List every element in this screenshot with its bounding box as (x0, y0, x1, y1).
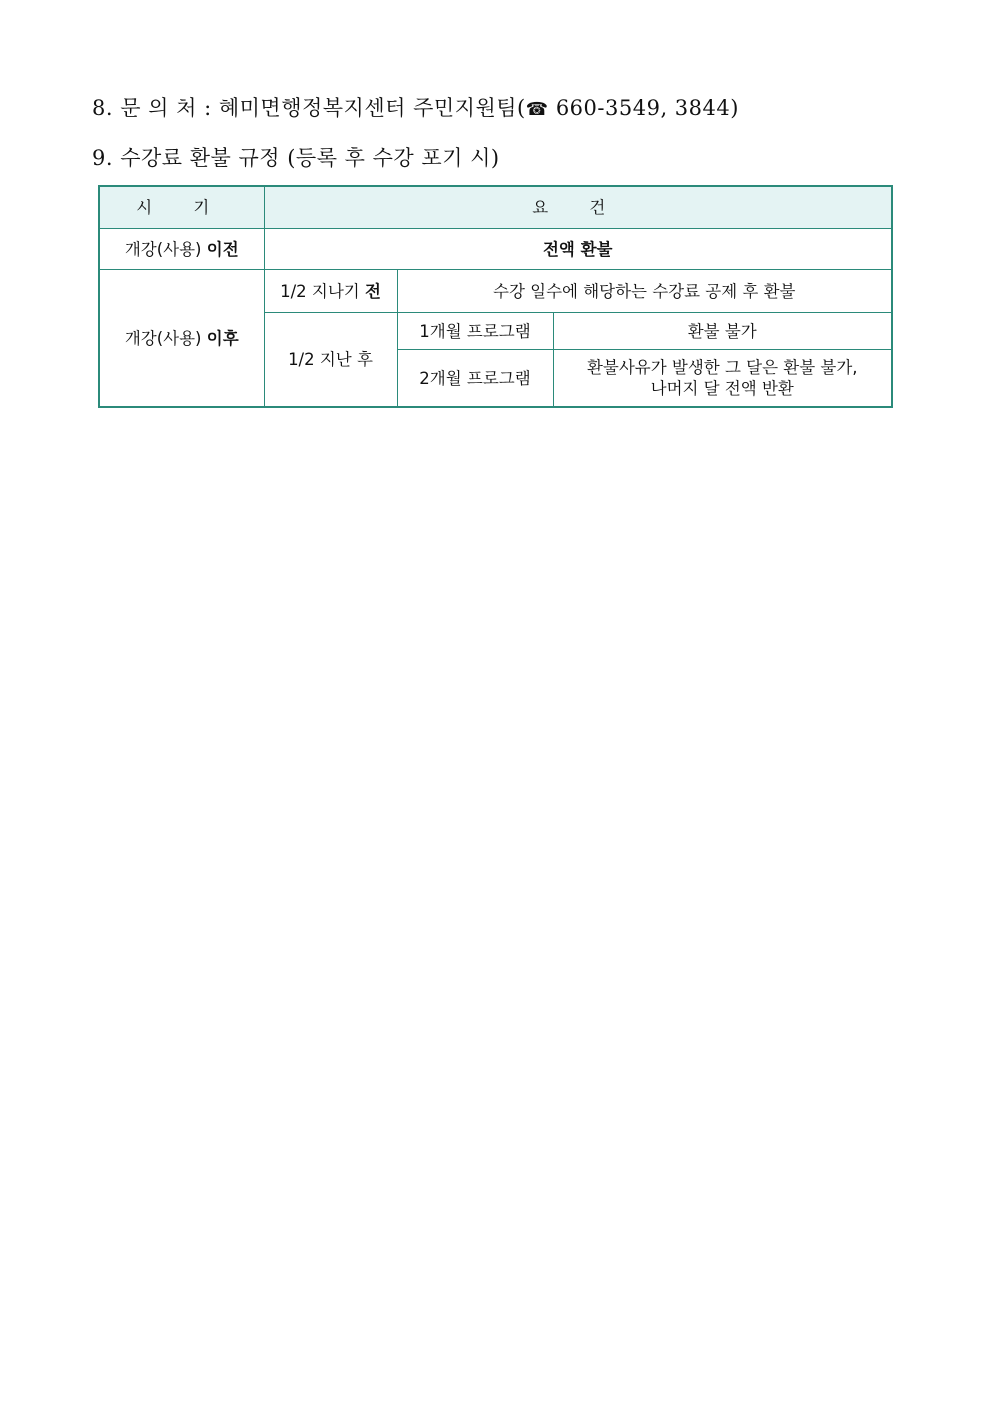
program-2month-label: 2개월 프로그램 (397, 350, 553, 408)
half-before-value: 수강 일수에 해당하는 수강료 공제 후 환불 (397, 270, 892, 313)
half-before-label: 1/2 지나기 전 (264, 270, 397, 313)
half-after-label: 1/2 지난 후 (264, 313, 397, 408)
table-header-row (99, 186, 892, 229)
after-start-label: 개강(사용) 이후 (99, 270, 264, 408)
table-row (99, 270, 892, 313)
inquiry-line (92, 92, 739, 122)
inquiry-text: 8. 문 의 처 : 혜미면행정복지센터 주민지원팀( (92, 96, 526, 120)
phone-icon: ☎ (525, 99, 549, 120)
header-period: 시 기 (99, 186, 264, 229)
before-start-value: 전액 환불 (264, 229, 892, 270)
inquiry-phone-numbers: 660-3549, 3844) (548, 96, 739, 120)
program-1month-value: 환불 불가 (553, 313, 892, 350)
refund-policy-heading: 9. 수강료 환불 규정 (등록 후 수강 포기 시) (92, 146, 500, 170)
table-row (99, 229, 892, 270)
program-1month-label: 1개월 프로그램 (397, 313, 553, 350)
program-2month-value: 환불사유가 발생한 그 달은 환불 불가, 나머지 달 전액 반환 (553, 350, 892, 408)
header-requirement: 요 건 (264, 186, 892, 229)
refund-policy-table (98, 185, 893, 408)
before-start-label: 개강(사용) 이전 (99, 229, 264, 270)
